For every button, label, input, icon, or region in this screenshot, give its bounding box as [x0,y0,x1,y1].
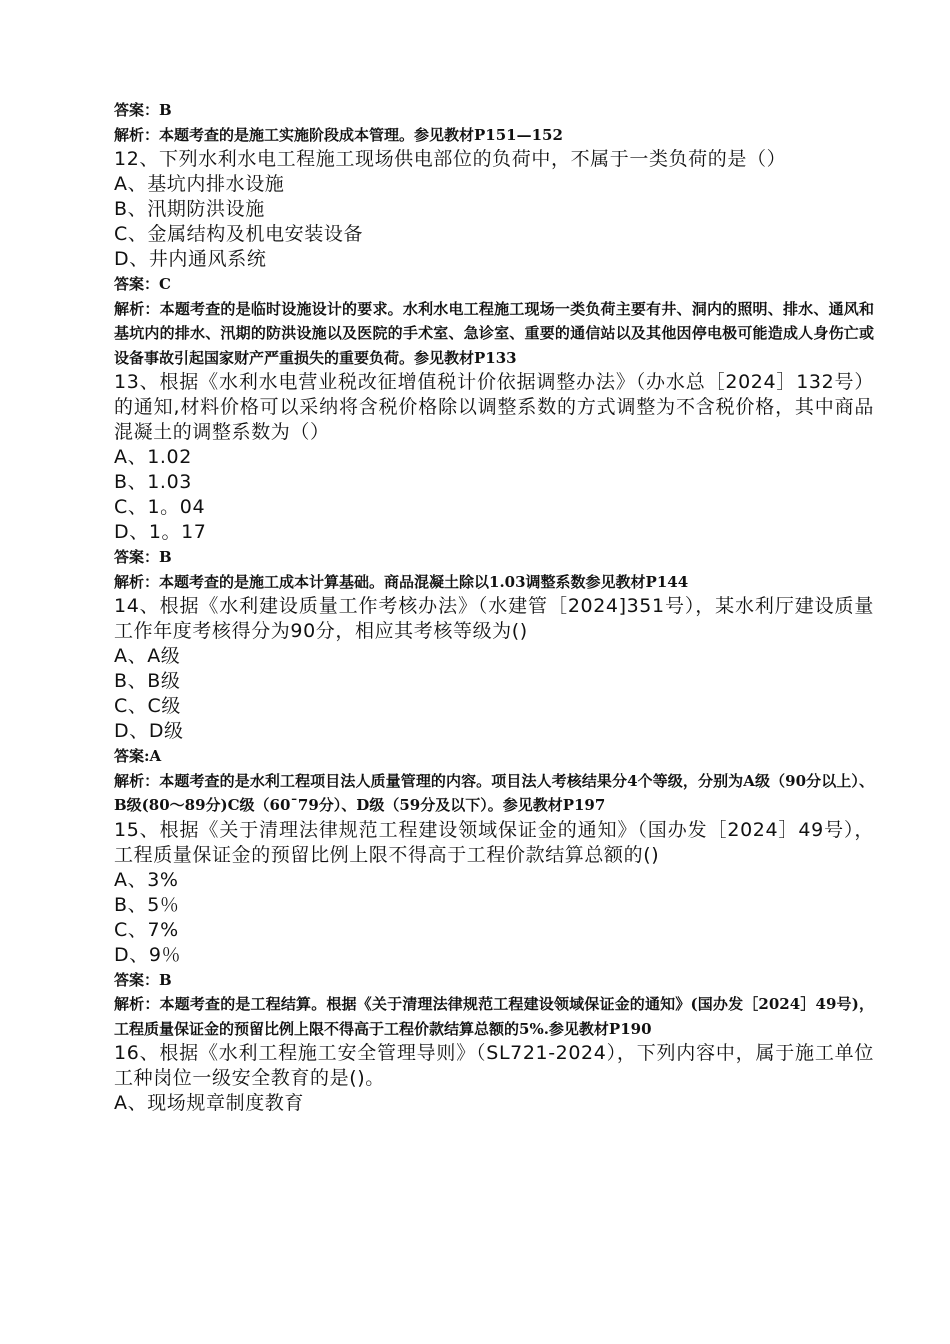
answer-line: 答案：B [114,970,172,989]
option-b: B、5％ [114,893,180,916]
option-a: A、3% [114,868,179,891]
question-15: 15、根据《关于清理法律规范工程建设领域保证金的通知》（国办发［2024］49号），工程质量保证金的预留比例上限不得高于工程价款结算总额的() [114,818,874,866]
option-b: B、B级 [114,670,181,692]
explanation-paragraph: 解析：本题考查的是施工成本计算基础。商品混凝土除以1.03调整系数参见教材P144 [114,572,689,591]
answer-line: 答案：C [114,275,171,293]
option-d: D、9％ [114,943,182,966]
option-c: C、金属结构及机电安装设备 [114,223,364,245]
explanation-paragraph: 解析：本题考查的是临时设施设计的要求。水利水电工程施工现场一类负荷主要有井、洞内的照明、排水、通风和基坑内的排水、汛期的防洪设施以及医院的手术室、急诊室、重要的通信站以及其他因停电极可能造成人身伤亡或设备事故引起国家财产严重损失的重要负荷。参见教材P133 [114,299,874,367]
question-13: 13、根据《水利水电营业税改征增值税计价依据调整办法》（办水总［2024］132号）的通知,材料价格可以采纳将含税价格除以调整系数的方式调整为不含税价格，其中商品混凝土的调整系数为（） [114,371,874,443]
question-14: 14、根据《水利建设质量工作考核办法》（水建管［2024]351号），某水利厅建设质量工作年度考核得分为90分，相应其考核等级为() [114,595,874,642]
question-16: 16、根据《水利工程施工安全管理导则》（SL721-2024），下列内容中，属于施工单位工种岗位一级安全教育的是()。 [114,1042,874,1089]
explanation-paragraph: 解析：本题考查的是施工实施阶段成本管理。参见教材P151—152 [114,125,563,144]
explanation-paragraph: 解析：本题考查的是水利工程项目法人质量管理的内容。项目法人考核结果分4个等级，分别为A级（90分以上）、B级(80～89分)C级（60¯79分）、D级（59分及以下）。参见教材P197 [114,771,874,814]
option-d: D、井内通风系统 [114,248,267,270]
option-b: B、1.03 [114,471,192,493]
option-a: A、基坑内排水设施 [114,173,285,195]
option-b: B、汛期防洪设施 [114,198,265,220]
answer-line: 答案：B [114,548,172,566]
explanation-paragraph: 解析：本题考查的是工程结算。根据《关于清理法律规范工程建设领域保证金的通知》(国办发［2024］49号)，工程质量保证金的预留比例上限不得高于工程价款结算总额的5%.参见教材P190 [114,995,874,1038]
answer-line: 答案:A [114,747,162,765]
option-a: A、现场规章制度教育 [114,1092,304,1114]
option-d: D、D级 [114,720,184,742]
option-c: C、C级 [114,695,181,717]
option-a: A、A级 [114,645,181,667]
document-page [114,98,874,1116]
option-d: D、1。17 [114,521,207,543]
option-c: C、7% [114,918,179,941]
option-a: A、1.02 [114,446,192,468]
option-c: C、1。04 [114,496,206,518]
answer-line: 答案：B [114,101,172,119]
question-12: 12、下列水利水电工程施工现场供电部位的负荷中，不属于一类负荷的是（） [114,148,787,170]
